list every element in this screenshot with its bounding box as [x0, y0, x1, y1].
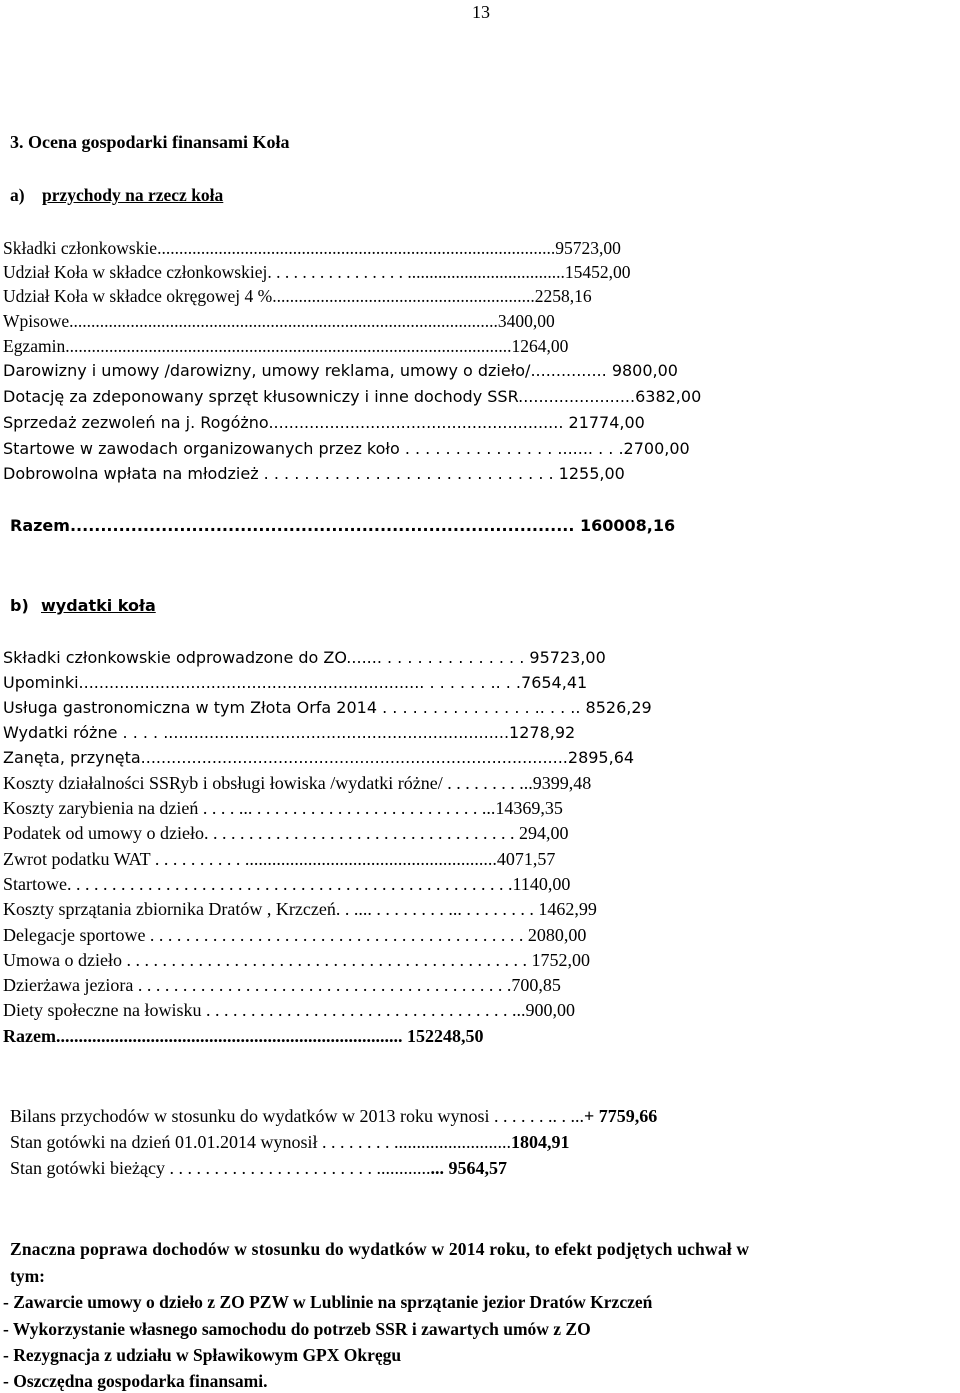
expenses-title: wydatki koła — [41, 596, 156, 615]
income-line: Wpisowe..................................................................................................3400,00 — [3, 311, 555, 331]
expense-line: Startowe. . . . . . . . . . . . . . . . . . . . . . . . . . . . . . . . . . . . . . . . . . . . . . . . . .1140,00 — [3, 874, 571, 894]
expense-line: Zwrot podatku WAT . . . . . . . . . . ........................................................4071,57 — [3, 849, 556, 869]
income-line: Startowe w zawodach organizowanych przez koło . . . . . . . . . . . . . . . ....... . . .2700,00 — [3, 439, 690, 458]
income-label: a) — [10, 185, 25, 205]
balance-line — [10, 1105, 657, 1127]
expenses-label: b) — [10, 596, 29, 615]
balance-value: ... 9564,57 — [430, 1158, 507, 1178]
summary-item: - Rezygnacja z udziału w Spławikowym GPX Okręgu — [3, 1345, 402, 1365]
income-total: Razem................................................................................... 160008,16 — [10, 516, 676, 535]
balance-line — [10, 1157, 507, 1179]
expense-line: Koszty sprzątania zbiornika Dratów , Krzczeń. . .... . . . . . . . . ... . . . . . . . . 1462,99 — [3, 899, 597, 919]
income-line: Dobrowolna wpłata na młodzież . . . . . . . . . . . . . . . . . . . . . . . . . . . . . 1255,00 — [3, 464, 625, 483]
balance-line — [10, 1131, 569, 1153]
expenses-total-value: ............................................................................. 152248,50 — [55, 1026, 484, 1046]
income-line: Darowizny i umowy /darowizny, umowy reklama, umowy o dzieło/............... 9800,00 — [3, 361, 678, 380]
summary-item: - Oszczędna gospodarka finansami. — [3, 1371, 268, 1391]
income-line: Składki członkowskie...........................................................................................95723,00 — [3, 238, 621, 258]
summary-item: - Wykorzystanie własnego samochodu do potrzeb SSR i zawartych umów z ZO — [3, 1319, 591, 1339]
balance-text: Stan gotówki na dzień 01.01.2014 wynosił . . . . . . . . .......................... — [10, 1132, 511, 1152]
income-line: Sprzedaż zezwoleń na j. Rogóżno.......................................................... 21774,00 — [3, 413, 645, 432]
expense-line: Zanęta, przynęta....................................................................................2895,64 — [3, 748, 635, 767]
expense-line: Diety społeczne na łowisku . . . . . . . . . . . . . . . . . . . . . . . . . . . . . . . . . . ...900,00 — [3, 1000, 575, 1020]
expense-line: Koszty zarybienia na dzień . . . . ... . . . . . . . . . . . . . . . . . . . . . . . . . ...14369,35 — [3, 798, 563, 818]
summary-heading-continued: tym: — [10, 1266, 45, 1286]
expense-line: Dzierżawa jeziora . . . . . . . . . . . . . . . . . . . . . . . . . . . . . . . . . . . . . . . . . .700,85 — [3, 975, 561, 995]
income-line: Egzamin......................................................................................................1264,00 — [3, 336, 569, 356]
income-line: Udział Koła w składce członkowskiej. . . . . . . . . . . . . . . . ....................................15452,00 — [3, 262, 631, 282]
expense-line: Składki członkowskie odprowadzone do ZO....... . . . . . . . . . . . . . . 95723,00 — [3, 648, 606, 667]
expense-line: Koszty działalności SSRyb i obsługi łowiska /wydatki różne/ . . . . . . . . ...9399,48 — [3, 773, 592, 793]
balance-value: 1804,91 — [510, 1132, 570, 1152]
balance-value: + 7759,66 — [583, 1106, 658, 1126]
expense-line: Wydatki różne . . . . ....................................................................1278,92 — [3, 723, 576, 742]
summary-heading: Znaczna poprawa dochodów w stosunku do wydatków w 2014 roku, to efekt podjętych uchwał w — [10, 1239, 750, 1259]
balance-text: Bilans przychodów w stosunku do wydatków w 2013 roku wynosi . . . . . . .. . ... — [10, 1106, 584, 1126]
expenses-total-label: Razem — [3, 1026, 56, 1046]
expenses-total — [3, 1025, 483, 1047]
income-line: Udział Koła w składce okręgowej 4 %............................................................2258,16 — [3, 286, 592, 306]
expense-line: Delegacje sportowe . . . . . . . . . . . . . . . . . . . . . . . . . . . . . . . . . . . . . . . . . . 2080,00 — [3, 925, 587, 945]
expense-line: Usługa gastronomiczna w tym Złota Orfa 2014 . . . . . . . . . . . . . . . .. . . .. 8526,29 — [3, 698, 652, 717]
expense-line: Podatek od umowy o dzieło. . . . . . . . . . . . . . . . . . . . . . . . . . . . . . . . . . . 294,00 — [3, 823, 569, 843]
income-line: Dotację za zdeponowany sprzęt kłusowniczy i inne dochody SSR.......................6382,00 — [3, 387, 702, 406]
balance-text: Stan gotówki bieżący . . . . . . . . . . . . . . . . . . . . . . . ............ — [10, 1158, 431, 1178]
income-title: przychody na rzecz koła — [42, 185, 224, 205]
section-title: 3. Ocena gospodarki finansami Koła — [10, 132, 290, 152]
expense-line: Upominki.................................................................... . . . . . . .. . .7654,41 — [3, 673, 588, 692]
page-number: 13 — [472, 2, 490, 22]
expense-line: Umowa o dzieło . . . . . . . . . . . . . . . . . . . . . . . . . . . . . . . . . . . . . . . . . . . . . 1752,00 — [3, 950, 590, 970]
summary-item: - Zawarcie umowy o dzieło z ZO PZW w Lublinie na sprzątanie jezior Dratów Krzczeń — [3, 1292, 653, 1312]
